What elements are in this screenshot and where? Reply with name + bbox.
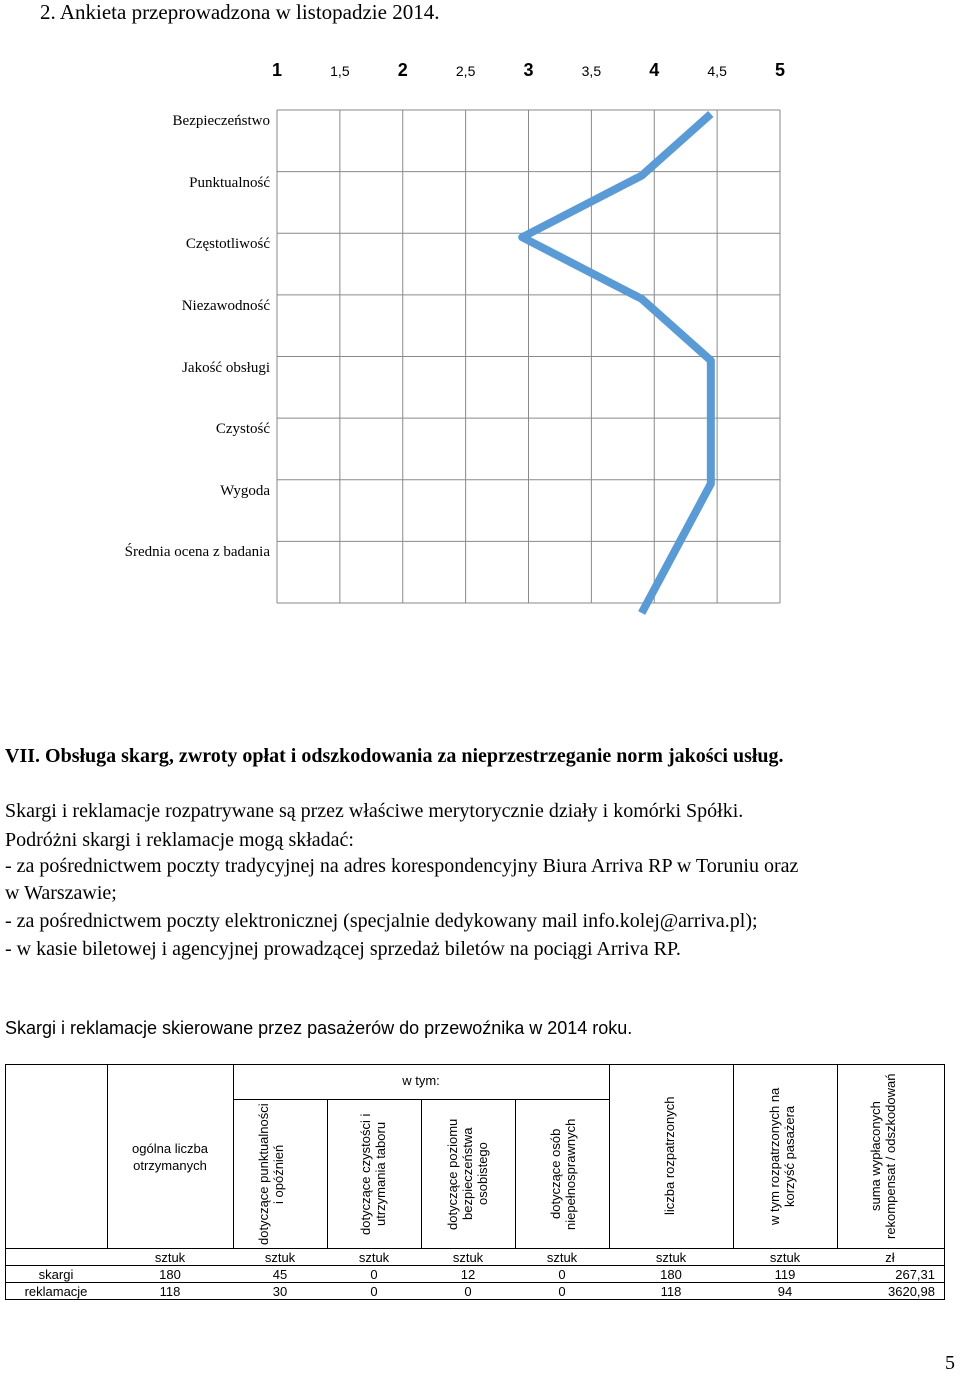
- header-considered: liczba rozpatrzonych: [662, 1096, 677, 1216]
- x-tick-label: 4: [649, 60, 660, 80]
- category-label: Czystość: [215, 421, 270, 438]
- table-cell: 267,31: [895, 1267, 935, 1282]
- x-tick-label: 1: [271, 60, 283, 80]
- header-total: ogólna liczba otrzymanych: [132, 1141, 208, 1173]
- x-tick-label: 5: [774, 60, 786, 80]
- table-cell: 119: [774, 1267, 796, 1282]
- category-label: Niezawodność: [181, 297, 270, 314]
- x-tick-label: 1,5: [330, 63, 350, 79]
- unit-cell: sztuk: [358, 1250, 390, 1265]
- header-in-favor: w tym rozpatrzonych na korzyść pasażera: [767, 1087, 797, 1225]
- category-label: Punktualność: [189, 174, 270, 191]
- table-cell: 0: [558, 1267, 566, 1282]
- table-cell: 0: [558, 1284, 566, 1299]
- category-label: Jakość obsługi: [182, 359, 270, 376]
- group-header: w tym:: [402, 1073, 440, 1088]
- section-heading: 2. Ankieta przeprowadzona w listopadzie 2014.: [40, 0, 440, 24]
- unit-cell: sztuk: [264, 1250, 296, 1265]
- x-tick-label: 3: [523, 60, 534, 80]
- x-tick-label: 2: [397, 60, 408, 80]
- table-cell: 94: [777, 1284, 793, 1299]
- unit-cell: sztuk: [452, 1250, 484, 1265]
- table-title: Skargi i reklamacje skierowane przez pasażerów do przewoźnika w 2014 roku.: [5, 1018, 633, 1038]
- paragraph-line: - w kasie biletowej i agencyjnej prowadzącej sprzedaż biletów na pociągi Arriva RP.: [5, 938, 681, 960]
- table-cell: 180: [660, 1267, 682, 1282]
- x-tick-label: 2,5: [455, 63, 476, 79]
- paragraph-line: Podróżni skargi i reklamacje mogą składać:: [5, 829, 354, 851]
- unit-cell: sztuk: [154, 1250, 186, 1265]
- section-7-title: VII. Obsługa skarg, zwroty opłat i odszkodowania za nieprzestrzeganie norm jakości usług.: [5, 745, 784, 767]
- table-cell: 45: [272, 1267, 288, 1282]
- header-disabled: dotyczące osób niepełnosprawnych: [548, 1118, 578, 1230]
- table-cell: 3620,98: [888, 1284, 935, 1299]
- row-label: reklamacje: [24, 1284, 88, 1299]
- paragraph-line: - za pośrednictwem poczty tradycyjnej na adres korespondencyjny Biura Arriva RP w Toruniu oraz: [5, 855, 799, 877]
- unit-cell: sztuk: [769, 1250, 801, 1265]
- table-cell: 118: [159, 1284, 181, 1299]
- unit-cell: sztuk: [546, 1250, 578, 1265]
- table-cell: 118: [660, 1284, 682, 1299]
- header-compensation-sum: suma wypłaconych rekompensat / odszkodowań: [868, 1073, 898, 1239]
- series-line: [522, 114, 711, 613]
- category-label: Średnia ocena z badania: [124, 544, 270, 561]
- header-safety: dotyczące poziomu bezpieczeństwa osobistego: [445, 1118, 490, 1230]
- page-number: 5: [945, 1352, 955, 1374]
- paragraph-line: w Warszawie;: [5, 882, 117, 904]
- header-cleanliness: dotyczące czystości i utrzymania taboru: [358, 1113, 388, 1235]
- row-label: skargi: [38, 1267, 74, 1282]
- unit-cell: zł: [885, 1250, 895, 1265]
- table-cell: 30: [272, 1284, 288, 1299]
- category-label: Wygoda: [220, 482, 270, 499]
- unit-cell: sztuk: [655, 1250, 687, 1265]
- paragraph-line: Skargi i reklamacje rozpatrywane są przez właściwe merytorycznie działy i komórki Spółki.: [5, 800, 744, 822]
- complaints-table: [5, 1064, 945, 1300]
- x-tick-label: 4,5: [707, 63, 727, 79]
- header-punctuality: dotyczące punktualności i opóźnień: [256, 1103, 286, 1245]
- table-cell: 180: [159, 1267, 181, 1282]
- category-label: Bezpieczeństwo: [172, 113, 270, 129]
- table-cell: 0: [370, 1284, 378, 1299]
- category-label: Częstotliwość: [185, 236, 270, 253]
- table-cell: 0: [370, 1267, 378, 1282]
- table-cell: 12: [460, 1267, 476, 1282]
- paragraph-line: - za pośrednictwem poczty elektronicznej (specjalnie dedykowany mail info.kolej@arriva.pl);: [5, 910, 758, 932]
- table-cell: 0: [464, 1284, 472, 1299]
- x-tick-label: 3,5: [581, 63, 602, 79]
